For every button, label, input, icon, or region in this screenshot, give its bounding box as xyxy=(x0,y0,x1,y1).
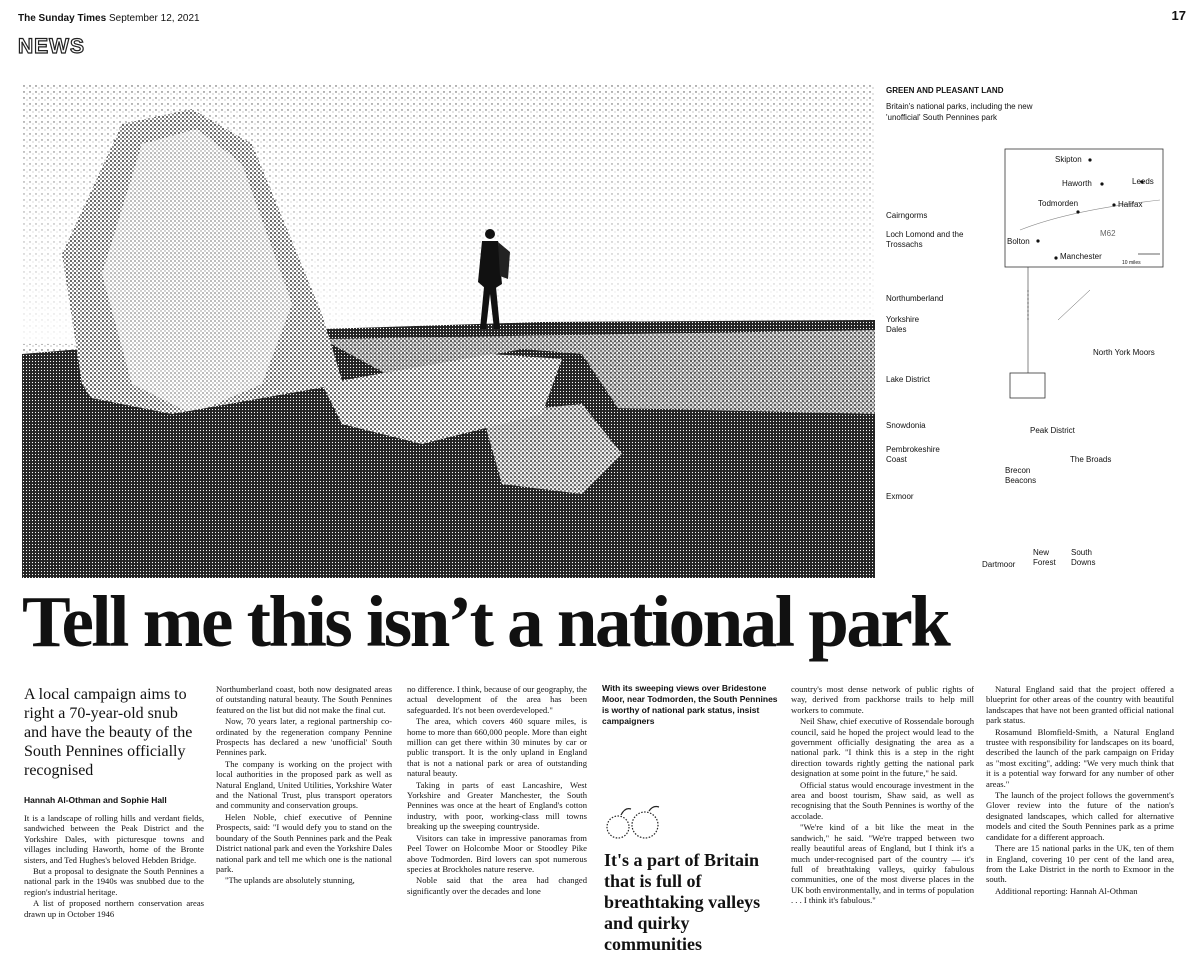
park-peak-district: Peak District xyxy=(1030,426,1075,435)
park-northumberland: Northumberland xyxy=(886,294,944,303)
haworth-dot xyxy=(1100,182,1103,185)
todmorden-dot xyxy=(1076,210,1079,213)
bolton-dot xyxy=(1036,239,1039,242)
park-new-forest: New Forest xyxy=(1033,548,1056,567)
pull-quote: It's a part of Britain that is full of breathtaking valleys and quirky communities xyxy=(604,850,761,954)
paragraph: country's most dense network of public rights of way, derived from packhorse trails to help mill workers to commute. xyxy=(791,684,974,715)
paragraph: no difference. I think, because of our geography, the actual development of the area has been safeguarded. It's not been overdeveloped." xyxy=(407,684,587,715)
paragraph: There are 15 national parks in the UK, ten of them in England, covering 10 per cent of the land area, from the Lake District in the north to Exmoor in the south. xyxy=(986,843,1174,885)
paragraph: Taking in parts of east Lancashire, West Yorkshire and Greater Manchester, the South Pennines was once at the heart of England's cotton industry, with poor, working-class mill towns breaking up the sweeping countryside. xyxy=(407,779,587,832)
place-skipton: Skipton xyxy=(1055,155,1082,164)
paragraph: Additional reporting: Hannah Al-Othman xyxy=(995,885,1138,896)
map-heading: GREEN AND PLEASANT LAND xyxy=(886,86,1004,95)
quote-mark-icon xyxy=(603,805,663,845)
place-leeds: Leeds xyxy=(1132,177,1154,186)
paragraph: Official status would encourage investment in the area and boost tourism, Shaw said, as well as recognising that the South Pennines is worthy of the accolade. xyxy=(791,779,974,821)
park-snowdonia: Snowdonia xyxy=(886,421,926,430)
park-pembrokeshire: Pembrokeshire Coast xyxy=(886,445,940,464)
paragraph: Helen Noble, chief executive of Pennine Prospects, said: "I would defy you to stand on the boundary of the South Pennines park and the Peak District national park and even the Yorkshire Dales national park and tell me which one is the national park. xyxy=(216,811,392,874)
paragraph: It is a landscape of rolling hills and verdant fields, sandwiched between the Peak District and the Yorkshire Dales, with picturesque towns and villages including Haworth, home of the Bronte sisters, and Ted Hughes's beloved Hebden Bridge. xyxy=(24,813,204,865)
manchester-dot xyxy=(1054,256,1057,259)
park-brecon: Brecon Beacons xyxy=(1005,466,1037,485)
paragraph: "We're kind of a bit like the meat in the sandwich," he said. "We're trapped between two really beautiful areas of England, but I think it's a much under-recognised part of the country — it's full of breathtaking valleys, quirky fabulous communities, one of the most diverse places in the UK both environmentally, and in terms of population . . . I think it's fabulous." xyxy=(791,822,974,906)
article-column-3 xyxy=(407,684,587,963)
paragraph: Now, 70 years later, a regional partnership co-ordinated by the regeneration company Pennine Prospects has declared a new 'unofficial' South Pennines park. xyxy=(216,716,392,758)
paragraph: Rosamund Blomfield-Smith, a Natural England trustee with responsibility for landscapes on its board, described the launch of the park campaign on Friday as "most exciting", adding: "We very much think that it is a potential way forward for any number of other areas." xyxy=(986,726,1174,789)
issue-date: September 12, 2021 xyxy=(108,13,200,24)
park-exmoor: Exmoor xyxy=(886,492,914,501)
article-column-5 xyxy=(791,684,974,963)
paragraph: Northumberland coast, both now designated areas of outstanding natural beauty. The South Pennines featured on the list but did not make the final cut. xyxy=(216,684,392,715)
article-column-2 xyxy=(216,684,392,963)
masthead xyxy=(18,13,200,24)
map-scale-label: 10 miles xyxy=(1122,260,1141,266)
halifax-dot xyxy=(1112,203,1115,206)
park-broads: The Broads xyxy=(1070,455,1112,464)
map-subheading: Britain's national parks, including the new 'unofficial' South Pennines park xyxy=(886,102,1033,122)
locator-box xyxy=(1010,373,1045,398)
place-halifax: Halifax xyxy=(1118,200,1143,209)
park-north-york-moors: North York Moors xyxy=(1093,348,1155,357)
paragraph: The launch of the project follows the government's Glover review into the future of the nation's designated landscapes, which called for alternative models and cited the South Pennines park as a prime candidate for a different approach. xyxy=(986,790,1174,842)
byline: Hannah Al-Othman and Sophie Hall xyxy=(24,795,167,805)
section-label: NEWS xyxy=(18,35,85,58)
paragraph: The company is working on the project with local authorities in the proposed park as well as Natural England, United Utilities, Yorkshire Water and the National Trust, plus transport operators and community and conservation groups. xyxy=(216,758,392,811)
road-m62-label: M62 xyxy=(1100,229,1116,238)
place-manchester: Manchester xyxy=(1060,252,1102,261)
park-lake-district: Lake District xyxy=(886,375,931,384)
paragraph: The area, which covers 460 square miles, is home to more than 660,000 people. More than eight million can get there within 30 minutes by car or public transport. It is the only upland in England that is not a national park or area of outstanding natural beauty. xyxy=(407,716,587,779)
skipton-dot xyxy=(1088,158,1091,161)
photo-hiker-on-rocks xyxy=(22,84,875,578)
park-yorkshire-dales: Yorkshire Dales xyxy=(886,315,920,334)
place-todmorden: Todmorden xyxy=(1038,199,1079,208)
paragraph: Natural England said that the project offered a blueprint for other areas of the country with beautiful landscapes that have not been granted official national park status. xyxy=(986,684,1174,726)
paragraph: A list of proposed northern conservation areas drawn up in October 1946 xyxy=(24,898,204,919)
page-number: 17 xyxy=(1171,8,1186,23)
paragraph: Visitors can take in impressive panoramas from Peel Tower on Holcombe Moor or Stoodley Pike above Todmorden. Bird lovers can spot numerous species at Brockholes nature reserve. xyxy=(407,832,587,874)
park-cairngorms: Cairngorms xyxy=(886,211,928,220)
place-bolton: Bolton xyxy=(1007,237,1030,246)
park-south-downs: South Downs xyxy=(1071,548,1096,567)
place-haworth: Haworth xyxy=(1062,179,1092,188)
paragraph: Noble said that the area had changed significantly over the decades and lone xyxy=(407,875,587,896)
headline: Tell me this isn’t a national park xyxy=(22,581,949,662)
article-column-1 xyxy=(24,813,204,963)
article-column-6 xyxy=(986,684,1174,963)
paragraph: But a proposal to designate the South Pennines a national park in the 1940s was snubbed due to the region's industrial heritage. xyxy=(24,866,204,897)
park-loch-lomond: Loch Lomond and the Trossachs xyxy=(886,230,964,249)
paragraph: Neil Shaw, chief executive of Rossendale borough council, said he hoped the project would lead to the government officially designating the area as a national park. "I think this is a step in the right direction towards rightly getting the national park designation at some point in the future," he said. xyxy=(791,716,974,779)
photo-caption: With its sweeping views over Bridestone Moor, near Todmorden, the South Pennines is worthy of national park status, insist campaigners xyxy=(602,683,778,726)
park-dartmoor: Dartmoor xyxy=(982,560,1016,569)
paper-name: The Sunday Times xyxy=(18,13,107,24)
standfirst: A local campaign aims to right a 70-year-old snub and have the beauty of the South Pennines officially recognised xyxy=(24,686,193,779)
paragraph: "The uplands are absolutely stunning, xyxy=(225,875,355,886)
